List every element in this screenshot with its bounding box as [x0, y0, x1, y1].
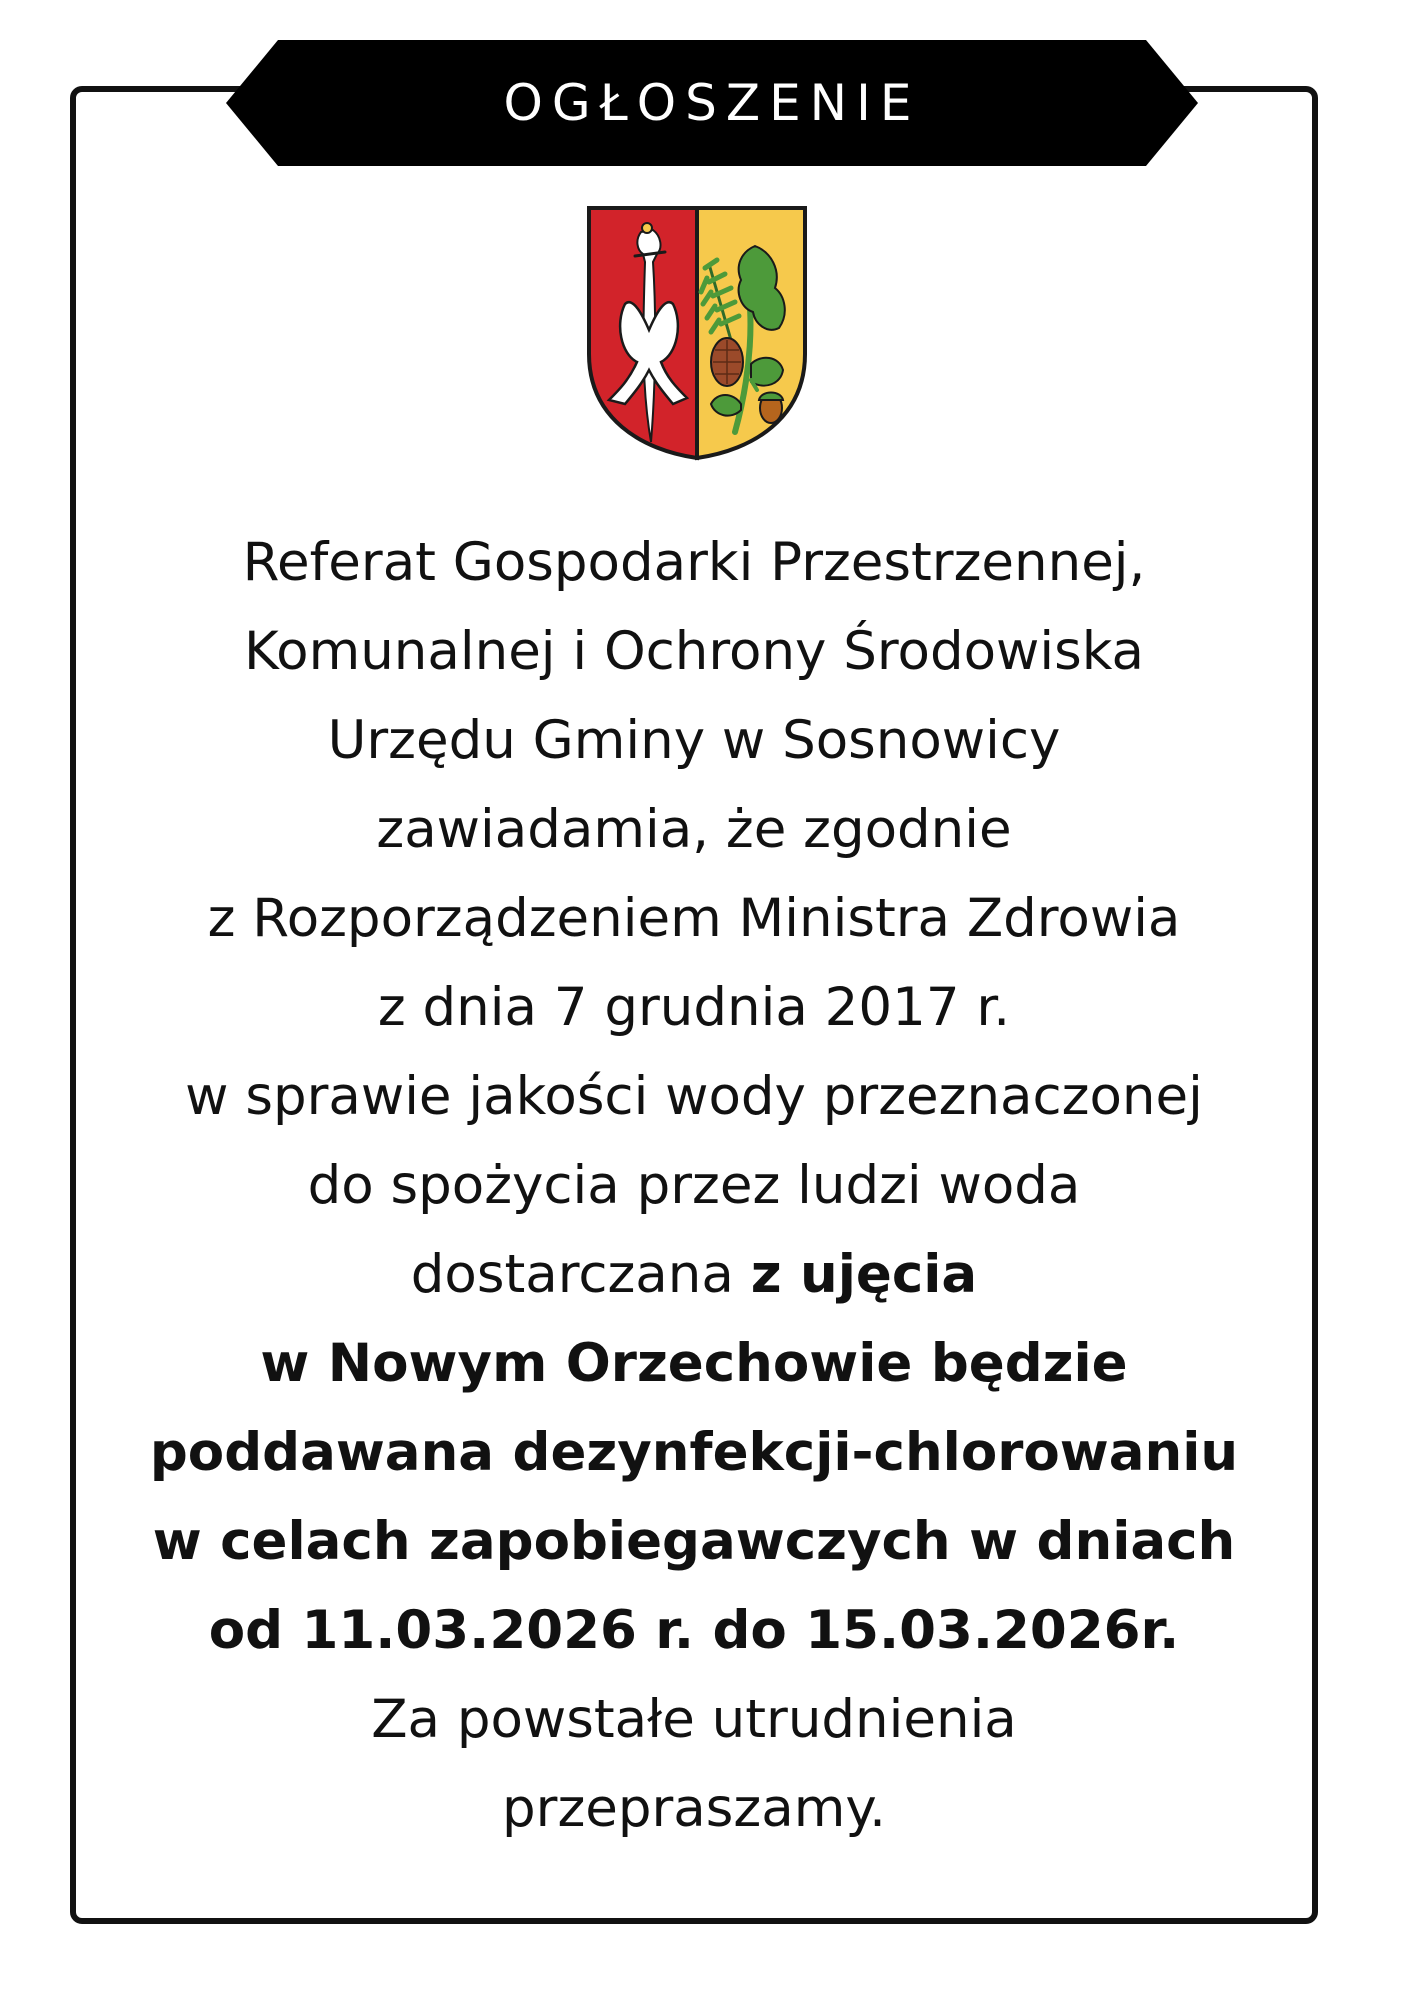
notice-line: w sprawie jakości wody przeznaczonej: [185, 1066, 1203, 1127]
notice-line: dostarczana z ujęcia: [410, 1244, 978, 1305]
notice-bold-line: poddawana dezynfekcji-chlorowaniu: [149, 1422, 1239, 1483]
notice-line: Komunalnej i Ochrony Środowiska: [244, 621, 1144, 682]
notice-bold-line: w celach zapobiegawczych w dniach: [152, 1511, 1236, 1572]
notice-line: z dnia 7 grudnia 2017 r.: [377, 977, 1011, 1038]
banner-title: OGŁOSZENIE: [503, 74, 921, 132]
notice-line: zawiadamia, że zgodnie: [376, 799, 1012, 860]
notice-line: Referat Gospodarki Przestrzennej,: [242, 532, 1146, 593]
notice-bold-line: w Nowym Orzechowie będzie: [260, 1333, 1128, 1394]
notice-line: Za powstałe utrudnienia: [371, 1689, 1017, 1750]
notice-line: z Rozporządzeniem Ministra Zdrowia: [207, 888, 1181, 949]
notice-bold-text: z ujęcia: [750, 1244, 978, 1305]
title-banner: [226, 40, 1198, 182]
notice-body: [100, 518, 1288, 1853]
notice-line: Urzędu Gminy w Sosnowicy: [327, 710, 1061, 771]
notice-bold-line: od 11.03.2026 r. do 15.03.2026r.: [208, 1600, 1180, 1661]
notice-line: do spożycia przez ludzi woda: [307, 1155, 1081, 1216]
coat-of-arms-icon: [585, 204, 809, 462]
notice-line: przepraszamy.: [502, 1778, 886, 1839]
